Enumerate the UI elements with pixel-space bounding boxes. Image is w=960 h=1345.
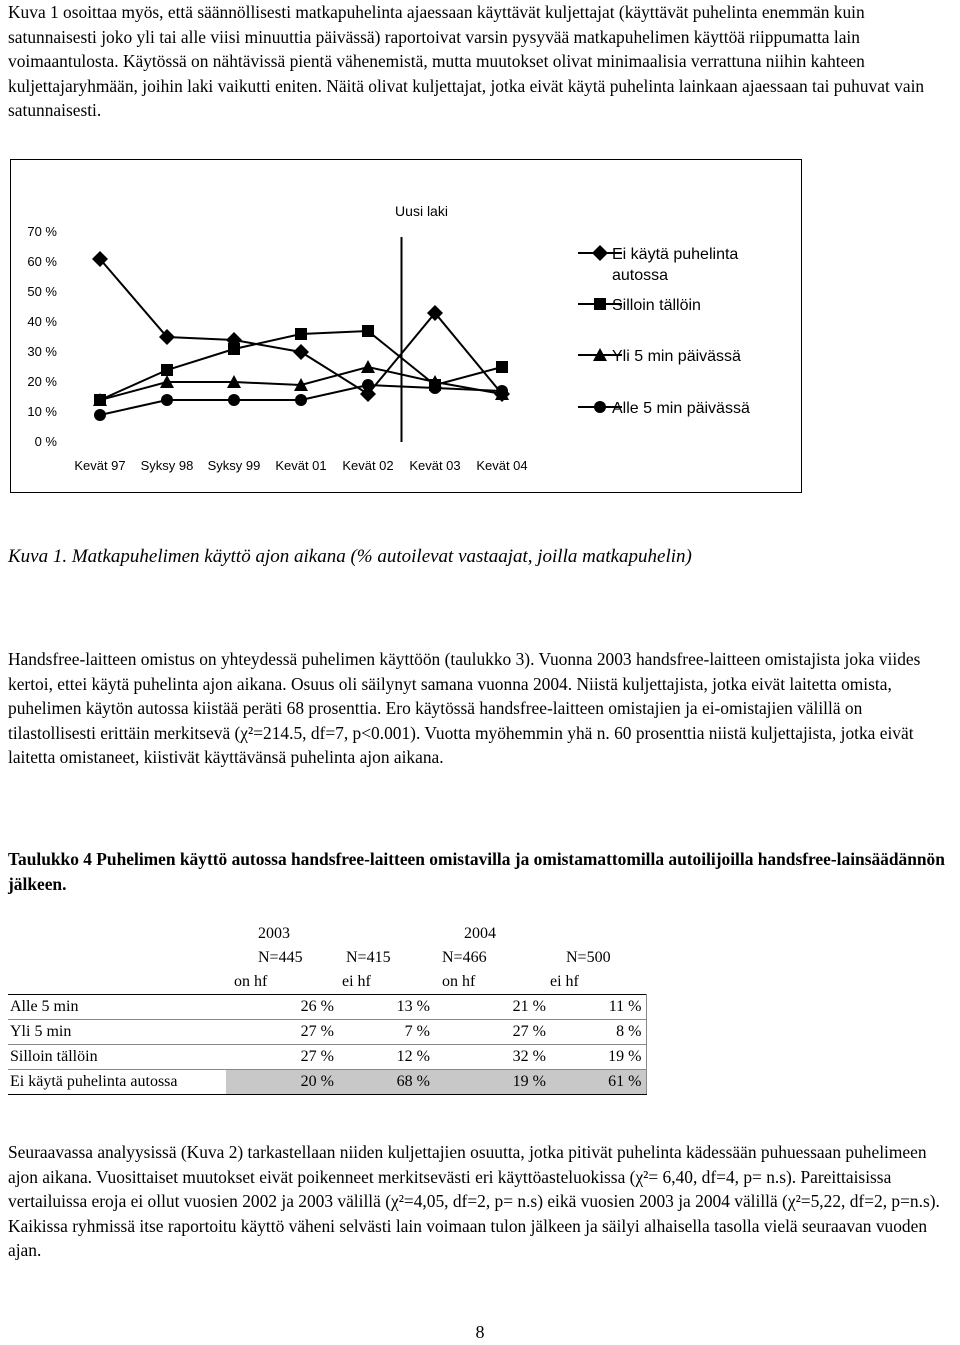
group-header: ei hf — [550, 973, 579, 990]
row-label: Yli 5 min — [8, 1020, 226, 1045]
y-tick-label: 60 % — [27, 254, 57, 269]
table-cell: 68 % — [338, 1070, 434, 1095]
table-cell: 27 % — [226, 1020, 338, 1045]
legend-label: Yli 5 min päivässä — [612, 348, 741, 365]
x-tick-label: Kevät 97 — [74, 458, 126, 473]
data-point — [161, 394, 173, 406]
y-tick-label: 0 % — [34, 434, 57, 449]
data-point — [161, 364, 173, 376]
x-tick-label: Kevät 04 — [476, 458, 528, 473]
legend-label: Silloin tällöin — [612, 297, 701, 314]
y-tick-label: 50 % — [27, 284, 57, 299]
data-point — [228, 343, 240, 355]
x-tick-label: Kevät 01 — [275, 458, 327, 473]
data-point — [295, 328, 307, 340]
row-label: Ei käytä puhelinta autossa — [8, 1070, 226, 1095]
x-tick-label: Syksy 98 — [140, 458, 194, 473]
table-cell: 19 % — [550, 1045, 646, 1070]
intro-paragraph: Kuva 1 osoittaa myös, että säännöllisesti matkapuhelinta ajaessaan käyttävät kuljettajat (käyttävät puhelinta enemmän kuin satunnaisesti joko yli tai alle viisi minuuttia päivässä) raportoivat varsin pysyvää matkapuhelimen käyttöä riippumatta lain voimaantulosta. Käytössä on nähtävissä pientä vähenemistä, mutta muutokset olivat minimaalisia verrattuna niihin kahteen kuljettajaryhmään, joihin laki vaikutti eniten. Näitä olivat kuljettajat, jotka eivät käytä puhelinta lainkaan ajaessaan tai puhuvat vain satunnaisesti. — [8, 2, 925, 121]
row-label: Alle 5 min — [8, 995, 226, 1020]
table-cell: 61 % — [550, 1070, 646, 1095]
data-point — [496, 385, 508, 397]
y-tick-label: 20 % — [27, 374, 57, 389]
law-change-label: Uusi laki — [395, 203, 448, 219]
legend-marker — [594, 401, 606, 413]
data-point — [293, 344, 309, 360]
year-2004: 2004 — [464, 925, 496, 942]
legend-marker — [592, 245, 608, 261]
y-tick-label: 30 % — [27, 344, 57, 359]
table-row — [8, 1070, 646, 1095]
table-cell: 27 % — [226, 1045, 338, 1070]
group-header: on hf — [442, 973, 476, 990]
data-point — [362, 379, 374, 391]
page-number: 8 — [475, 1322, 485, 1342]
year-2003: 2003 — [258, 925, 290, 942]
row-label: Silloin tällöin — [8, 1045, 226, 1070]
group-header: ei hf — [342, 973, 371, 990]
table-cell: 13 % — [338, 995, 434, 1020]
usage-line-chart — [10, 159, 802, 493]
data-point — [496, 361, 508, 373]
n-header: N=445 — [258, 949, 303, 966]
y-tick-label: 70 % — [27, 224, 57, 239]
y-tick-label: 40 % — [27, 314, 57, 329]
handsfree-usage-table — [8, 922, 647, 1095]
data-point — [295, 394, 307, 406]
data-point — [361, 360, 375, 373]
table-cell: 12 % — [338, 1045, 434, 1070]
y-tick-label: 10 % — [27, 404, 57, 419]
table-cell: 32 % — [434, 1045, 550, 1070]
data-point — [94, 409, 106, 421]
handsfree-paragraph: Handsfree-laitteen omistus on yhteydessä puhelimen käyttöön (taulukko 3). Vuonna 2003 handsfree-laitteen omistajista joka viides kertoi, ettei käytä puhelinta ajon aikana. Osuus oli säilynyt samana vuonna 2004. Niistä kuljettajista, jotka eivät laitetta omista, puhelimen käytön autossa kiistää peräti 68 prosenttia. Ero käytössä handsfree-laitteen omistajien ja ei-omistajien välillä on tilastollisesti erittäin merkitsevä (χ²=214.5, df=7, p<0.001). Vuotta myöhemmin yhä n. 60 prosenttia niistä kuljettajista, jotka eivät laitetta omistaneet, kiistivät käyttävänsä puhelinta ajon aikana. — [8, 649, 921, 768]
table-row — [8, 1045, 646, 1070]
data-point — [228, 394, 240, 406]
group-header: on hf — [234, 973, 268, 990]
data-point — [429, 382, 441, 394]
table-cell: 19 % — [434, 1070, 550, 1095]
x-tick-label: Kevät 03 — [409, 458, 461, 473]
table-cell: 11 % — [550, 995, 646, 1020]
analysis-paragraph: Seuraavassa analyysissä (Kuva 2) tarkastellaan niiden kuljettajien osuutta, jotka pitivät puhelinta kädessään puhuessaan puhelimeen ajon aikana. Vuosittaiset muutokset eivät poikenneet merkitsevästi eri käyttöasteluokissa (χ²= 6,40, df=4, p= n.s). Pareittaisissa vertailuissa eroja ei ollut vuosien 2002 ja 2003 välillä (χ²=4,05, df=2, p= n.s) eikä vuosien 2003 ja 2004 välillä (χ²=5,22, df=2, p=n.s). Kaikissa ryhmissä itse raportoitu käyttö väheni selvästi lain voimaan tulon jälkeen ja säilyi alhaisella tasolla vielä seuraavan vuoden ajan. — [8, 1142, 940, 1261]
table-title: Taulukko 4 Puhelimen käyttö autossa handsfree-laitteen omistavilla ja omistamattomilla autoilijoilla handsfree-lainsäädännön jälkeen. — [8, 849, 945, 894]
legend-label: Ei käytä puhelinta autossa — [612, 246, 739, 284]
table-row — [8, 995, 646, 1020]
data-point — [362, 325, 374, 337]
table-cell: 21 % — [434, 995, 550, 1020]
table-cell: 8 % — [550, 1020, 646, 1045]
n-header: N=500 — [566, 949, 611, 966]
figure-caption: Kuva 1. Matkapuhelimen käyttö ajon aikana (% autoilevat vastaajat, joilla matkapuhelin) — [8, 546, 692, 567]
x-tick-label: Syksy 99 — [207, 458, 261, 473]
legend-label: Alle 5 min päivässä — [612, 400, 750, 417]
n-header: N=466 — [442, 949, 487, 966]
table-cell: 7 % — [338, 1020, 434, 1045]
table-cell: 26 % — [226, 995, 338, 1020]
legend-marker — [594, 298, 606, 310]
table-cell: 20 % — [226, 1070, 338, 1095]
x-tick-label: Kevät 02 — [342, 458, 394, 473]
table-cell: 27 % — [434, 1020, 550, 1045]
n-header: N=415 — [346, 949, 391, 966]
table-row — [8, 1020, 646, 1045]
